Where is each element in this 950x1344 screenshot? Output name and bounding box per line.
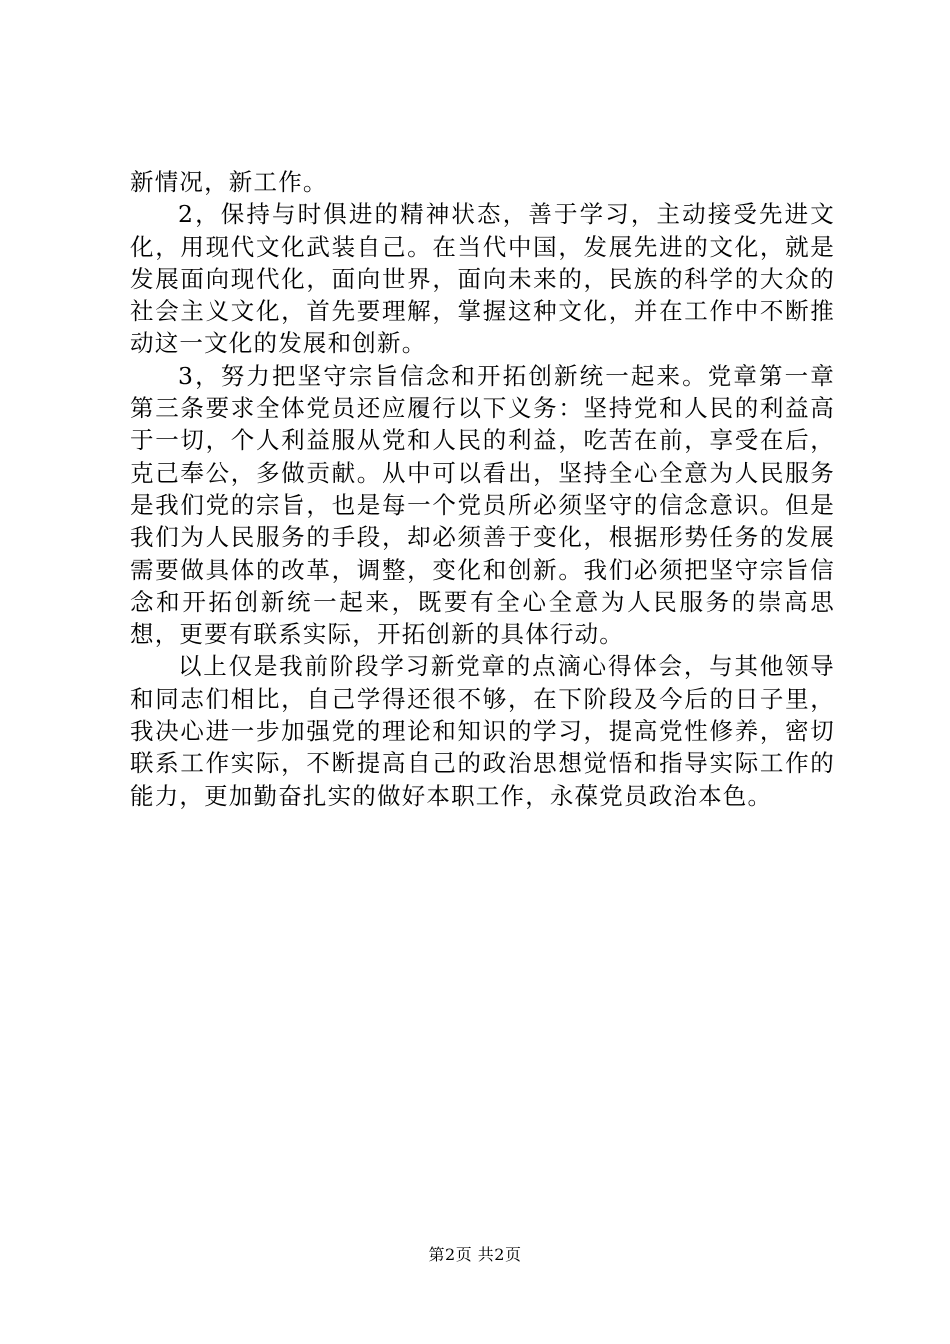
paragraph-conclusion: 以上仅是我前阶段学习新党章的点滴心得体会，与其他领导和同志们相比，自己学得还很不够，在下阶段及今后的日子里，我决心进一步加强党的理论和知识的学习，提高党性修养，密切联系工作实际，不断提高自己的政治思想觉悟和指导实际工作的能力，更加勤奋扎实的做好本职工作，永葆党员政治本色。 xyxy=(130,652,835,810)
document-body xyxy=(130,166,835,812)
paragraph-point-3: 3，努力把坚守宗旨信念和开拓创新统一起来。党章第一章第三条要求全体党员还应履行以下义务：坚持党和人民的利益高于一切，个人利益服从党和人民的利益，吃苦在前，享受在后，克己奉公，多做贡献。从中可以看出，坚持全心全意为人民服务是我们党的宗旨，也是每一个党员所必须坚守的信念意识。但是我们为人民服务的手段，却必须善于变化，根据形势任务的发展需要做具体的改革，调整，变化和创新。我们必须把坚守宗旨信念和开拓创新统一起来，既要有全心全意为人民服务的崇高思想，更要有联系实际，开拓创新的具体行动。 xyxy=(130,361,835,649)
paragraph-continuation: 新情况，新工作。 xyxy=(130,168,328,196)
paragraph-point-2: 2，保持与时俱进的精神状态，善于学习，主动接受先进文化，用现代文化武装自己。在当代中国，发展先进的文化，就是发展面向现代化，面向世界，面向未来的，民族的科学的大众的社会主义文化，首先要理解，掌握这种文化，并在工作中不断推动这一文化的发展和创新。 xyxy=(130,200,835,358)
page-number-footer: 第2页 共2页 xyxy=(428,1245,522,1264)
